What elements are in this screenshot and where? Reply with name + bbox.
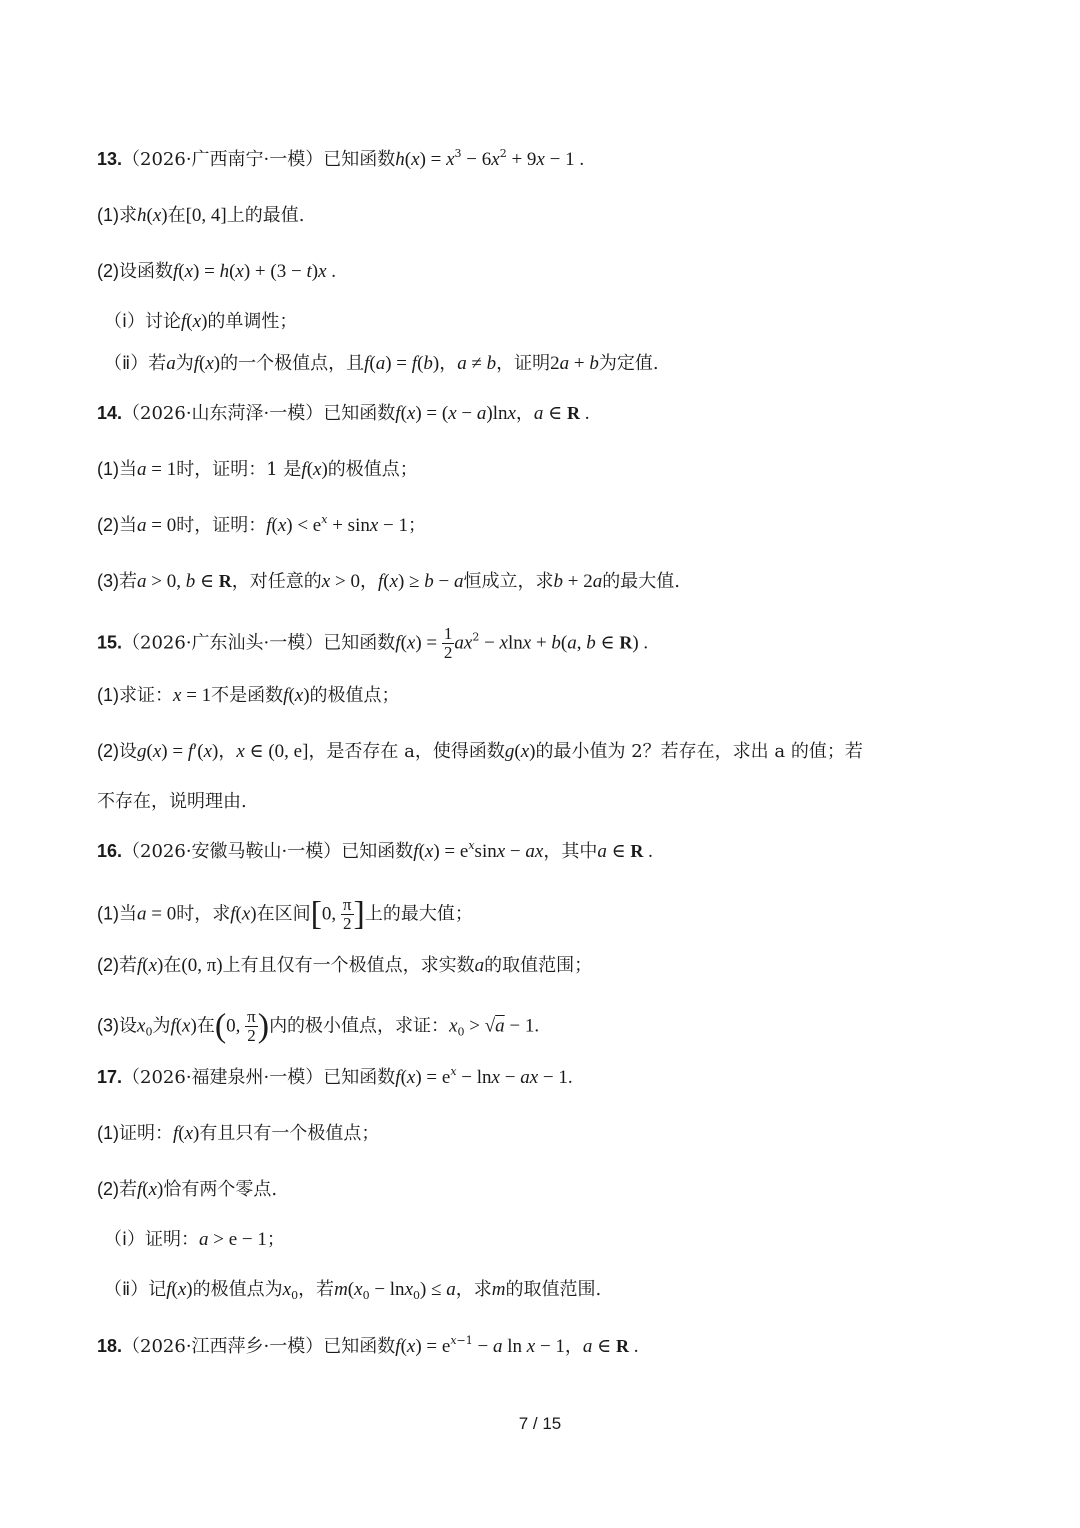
problem-13-part-2: (2)设函数f(x) = h(x) + (3 − t)x . [97, 261, 336, 282]
problem-18-stem: 18.（2026·江西萍乡·一模）已知函数$f(x) = e^{x-1} - a$ ln x − 1，a ∈ R . [97, 1334, 639, 1357]
problem-16-stem: 16.（2026·安徽马鞍山·一模）已知函数$f(x) = e^x\sin x$ − ax，其中a ∈ R . [97, 839, 653, 862]
problem-14-stem: 14.（2026·山东菏泽·一模）已知函数f(x) = (x − a)lnx，a ∈ R . [97, 403, 590, 424]
problem-17-stem: 17.（2026·福建泉州·一模）已知函数$f(x) = e^x - \ln x$ − ax − 1. [97, 1065, 573, 1088]
problem-17-part-2-i: （ⅰ）证明：a > e − 1； [104, 1229, 285, 1250]
problem-15-part-2-cont: 不存在，说明理由. [97, 791, 247, 812]
problem-16-part-3: (3)设$x_0$为f(x)在(0, $\frac{\pi}{2}$ )内的极小值点，求证：$x_0 > √a - 1$. [97, 1007, 540, 1045]
fraction-pi-over-2-b: $\frac{\pi}{2}$ [247, 1007, 256, 1045]
problem-16-part-1: (1)当a = 0时，求f(x)在区间[0, $\frac{\pi}{2}$ ]上的最大值； [97, 895, 473, 933]
problem-13-part-2-ii: （ⅱ）若a为f(x)的一个极值点，且f(a) = f(b)，a ≠ b，证明2a + b为定值. [104, 353, 659, 374]
problem-15-stem: 15.（2026·广东汕头·一模）已知函数f(x) = $\frac{1}{2}$ $ax^2 - xlnx + b(a$, b ∈ R) . [97, 624, 649, 662]
problem-13-stem: 13.（2026·广西南宁·一模）已知函数$h(x) = x^3 - 6x^2 + 9x - 1$ . [97, 147, 585, 170]
problem-16-part-2: (2)若f(x)在(0, π)上有且仅有一个极值点，求实数a的取值范围； [97, 955, 593, 976]
problem-13-part-2-i: （ⅰ）讨论f(x)的单调性； [104, 311, 298, 332]
problem-14-part-1: (1)当a = 1时，证明：1 是f(x)的极值点； [97, 459, 418, 480]
problem-14-part-2: (2)当a = 0时，证明：$f(x) < e^x + \sin x - 1$； [97, 513, 427, 536]
problem-17-part-2-ii: （ⅱ）记f(x)的极值点为$x_0$，若$m(x_0 - \ln x_0) \le a$，求m的取值范围. [104, 1279, 602, 1302]
page-footer: 7 / 15 [518, 1414, 562, 1433]
problem-17-part-1: (1)证明：f(x)有且只有一个极值点； [97, 1123, 380, 1144]
problem-13-part-1: (1)求h(x)在[0, 4]上的最值. [97, 205, 305, 226]
problem-15-part-1: (1)求证：x = 1不是函数f(x)的极值点； [97, 685, 400, 706]
problem-17-part-2: (2)若f(x)恰有两个零点. [97, 1179, 278, 1200]
problem-14-part-3: (3)若a > 0, b ∈ R，对任意的x > 0，f(x) ≥ b − a恒成立，求b + 2a的最大值. [97, 571, 680, 592]
fraction-pi-over-2: $\frac{\pi}{2}$ [342, 895, 352, 933]
fraction-one-half: $\frac{1}{2}$ [443, 624, 453, 662]
problem-15-part-2: (2)设g(x) = f′(x)，x ∈ (0, e]，是否存在 a，使得函数g(x)的最小值为 2？若存在，求出 a 的值；若 [97, 741, 863, 762]
